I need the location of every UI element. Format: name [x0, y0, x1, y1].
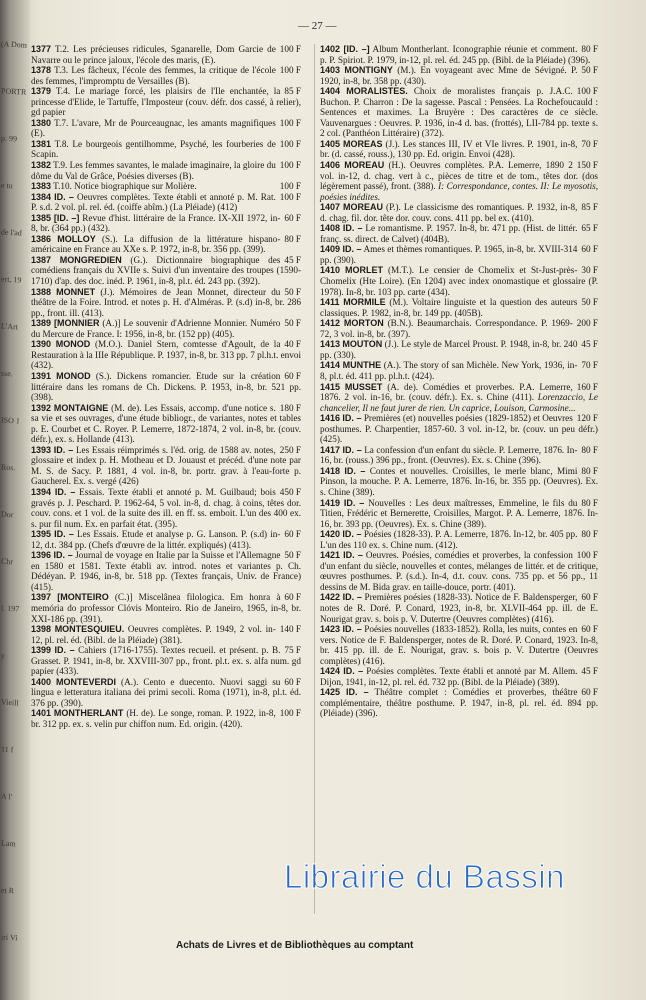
- entry-number: 1391: [31, 370, 52, 381]
- entry-author: MONNET: [56, 286, 96, 297]
- entry-price: 60 F: [284, 676, 301, 687]
- catalog-entry: [320, 666, 598, 687]
- catalog-entry: [31, 677, 301, 709]
- entry-price: 60 F: [284, 529, 301, 540]
- entry-contents: Lorenzaccio, Le chancelier, Il ne faut jurer de rien. Un caprice, Louison, Carmosine...: [320, 392, 598, 413]
- catalog-entry: [320, 339, 598, 360]
- catalog-entry: [31, 192, 301, 213]
- entry-description: (A.)] Le souvenir d'Adrienne Monnier. Numéro du Mercure de France. I: 1956, in-8, br. (152 pp) (405).: [31, 318, 281, 339]
- entry-author: [MONNIER: [53, 318, 100, 329]
- entry-price: 85 F: [284, 86, 301, 97]
- entry-description: (C.)] Miscelânea filologica. Em honra à memória do professor Clóvis Monteiro. Rio de Janeiro, 1965, in-8, br. XXI-186 pp. (391).: [31, 592, 301, 624]
- entry-price: 100 F: [279, 160, 301, 171]
- entry-price: 140 F: [279, 624, 301, 635]
- gutter-text-fragment: l. 197: [0, 603, 20, 614]
- entry-description: (M.). Voltaire linguiste et la question des auteurs classiques. P. 1982, in-8, br. 149 pp. (405B).: [320, 297, 578, 318]
- entry-author: MOREAU: [343, 202, 384, 213]
- entry-number: 1380: [31, 117, 52, 128]
- entry-author: [ID. –]: [343, 44, 370, 54]
- entry-description: (A.). The story of san Michèle. New York, 1936, in-8, pl.t. éd. 411 pp. pl.h.t. (424).: [320, 360, 578, 381]
- entry-number: 1402: [320, 44, 341, 54]
- entry-description: Poésies (1828-33). P. A. Lemerre, 1876. In-12, br. 405 pp. L'un des 110 ex. s. Chine num. (412).: [320, 529, 578, 550]
- entry-author: ID. –: [344, 465, 366, 476]
- entry-price: 100 F: [279, 191, 301, 202]
- entry-price: 50 F: [284, 318, 301, 329]
- entry-price: 60 F: [581, 244, 598, 255]
- entry-author: ID. –: [346, 687, 369, 698]
- catalog-entry: [31, 645, 301, 677]
- entry-author: MONTHERLANT: [53, 708, 124, 719]
- entry-price: 100 F: [279, 65, 301, 76]
- entry-description: (P.). Le classicisme des romantiques. P. 1932, in-8, d. chag. fil. dor. tête dor. couv. cons. 411 pp. bel ex. (410).: [320, 202, 578, 223]
- entry-description: Essais. Texte établi et annoté p. M. Guilbaud; bois gravés p. J. Peschard. P. 1962-64, 5 vol. in-8, d. chag. à coins, têtes dor. couv. cons. et 1 vol. de la suite des ill. en ff. ss. emboit. L'un des 400 ex. s. pur fil num. Ex. en parfait état. (395).: [31, 486, 301, 529]
- catalog-entry: [320, 466, 598, 498]
- catalog-entry: [31, 529, 301, 550]
- entry-description: (J.). Mémoires de Jean Monnet, directeur du théâtre de la Foire. Introd. et notes p. H. d'Alméras. P. (s.d) in-8, br. 286 pp., front. ill. (413).: [31, 286, 301, 318]
- entry-price: 70 F: [581, 138, 598, 149]
- entry-description: T.9. Les femmes savantes, le malade imaginaire, la gloire du dôme du Val de Grâce, Poésies diverses (B).: [31, 160, 276, 181]
- entry-author: MONTEVERDI: [56, 676, 117, 687]
- entry-description: (H. de). Le songe, roman. P. 1922, in-8, br. 312 pp. ex. s. velin pur chiffon num. Ed. origin. (420).: [31, 708, 276, 729]
- entry-price: 200 F: [576, 318, 598, 329]
- gutter-text-fragment: L'Art: [0, 321, 19, 332]
- catalog-entry: [320, 445, 598, 466]
- entry-description: Théâtre complet : Comédies et proverbes, théâtre complémentaire, théâtre posthume. P. 1947, in-8, pl. rel. éd. 894 pp. (Pléiade) (396).: [320, 687, 598, 719]
- gutter-text-fragment: ert, 19: [0, 274, 22, 285]
- entry-price: 60 F: [581, 624, 598, 635]
- entry-description: Oeuvres complètes. Texte établi et annoté p. M. Rat. P. s.d. 2 vol. pl. rel. éd. (coiffe abîm.) (La Pléiade) (412): [31, 191, 276, 213]
- entry-author: [ID. –]: [53, 212, 80, 223]
- entry-description: Journal de voyage en Italie par la Suisse et l'Allemagne en 1580 et 1581. Texte établi av. introd. notes et variantes p. Ch. Dédéyan. P. 1946, in-8, br. 518 pp. (Textes français, Univ. de France) (415).: [31, 550, 301, 592]
- entry-author: ID. –: [342, 592, 362, 603]
- entry-description: Poésies complètes. Texte établi et annoté par M. Allem. Dijon, 1941, in-12, pl. rel. éd. 732 pp. (Bibl. de la Pléiade) (389).: [320, 666, 578, 687]
- entry-description: (M. de). Les Essais, accomp. d'une notice s. sa vie et ses ouvrages, d'une étude bibliogr., de variantes, notes et tables p. E. Courbet et C. Royer. P. Lemerre, 1872-1874, 2 vol. in-8, br. (couv. défr.), ex. s. Hollande (413).: [31, 402, 301, 445]
- entry-description: Premières (et) nouvelles poésies (1829-1852) et Oeuvres posthumes. P. Charpentier, 1857-60. 3 vol. in-12, br. (couv. un peu défr.) (425).: [320, 413, 598, 445]
- entry-price: 65 F: [581, 223, 598, 234]
- gutter-text-fragment: de l'ad: [0, 227, 22, 238]
- entry-description: Oeuvres. Poésies, comédies et proverbes, la confession d'un enfant du siècle, nouvelles et contes, mélanges de littér. et de critique, œuvres posthumes. P. (s.d.). In-4, d.t. couv. cons. 735 pp. et 56 pp., 11 dessins de M. Bida grav. en taille-douce, portr. (401).: [320, 550, 598, 592]
- catalog-entry: [31, 118, 301, 139]
- entry-description: Album Montherlant. Iconographie réunie et comment. p. P. Spiriot. P. 1979, in-12, pl. rel. éd. 245 pp. (Bibl. de la Pléiade) (396).: [320, 44, 591, 65]
- catalog-entry: [31, 487, 301, 529]
- page-footer: Achats de Livres et de Bibliothèques au comptant: [176, 940, 414, 951]
- entry-price: 85 F: [581, 202, 598, 213]
- entry-price: 60 F: [284, 370, 301, 381]
- entry-number: 1387: [31, 254, 52, 265]
- entry-author: MOLLOY: [57, 233, 96, 244]
- catalog-entry: [320, 382, 598, 414]
- entry-price: 120 F: [576, 413, 598, 424]
- entry-number: 1382: [31, 160, 52, 171]
- catalog-entry: [31, 624, 301, 645]
- entry-number: 1417: [320, 444, 341, 455]
- entry-number: 1398: [31, 624, 52, 635]
- entry-number: 1390: [31, 339, 52, 350]
- entry-author: ID. –: [342, 624, 362, 635]
- entry-price: 100 F: [279, 708, 301, 719]
- entry-description: Les Essais réimprimés s. l'éd. orig. de 1588 av. notes, glossaire et index p. H. Motheau et D. Jouaust et précéd. d'une note par M. S. de Sacy. P. 1881, 4 vol. in-8, br. portr. grav. à l'eau-forte p. Gaucherel. Ex. s. vergé (426): [31, 444, 301, 487]
- entry-author: MONTIGNY: [344, 65, 393, 76]
- entry-description: La confession d'un enfant du siècle. P. Lemerre, 1876. In-16, br. (rouss.) 396 pp., front. (Oeuvres). Ex. s. Chine (396).: [320, 444, 578, 466]
- entry-price: 100 F: [279, 44, 301, 54]
- watermark: Librairie du Bassin: [284, 858, 565, 895]
- entry-price: 40 F: [284, 339, 301, 350]
- entry-price: 250 F: [279, 444, 301, 455]
- entry-price: 70 F: [581, 360, 598, 371]
- entry-author: ID. –: [342, 444, 362, 455]
- entry-number: 1383: [31, 181, 52, 192]
- catalog-entry: [31, 592, 301, 624]
- gutter-text-fragment: iri Vi: [0, 932, 18, 943]
- catalog-entry: [320, 360, 598, 381]
- entry-number: 1406: [320, 160, 341, 171]
- entry-number: 1378: [31, 65, 52, 76]
- catalog-entry: [320, 139, 598, 160]
- catalog-entry: [320, 160, 598, 202]
- entry-author: MOUTON: [342, 339, 383, 350]
- entry-author: MONOD: [56, 370, 91, 381]
- catalog-entry: [320, 223, 598, 244]
- entry-description: (M.T.). Le censier de Chomelix et St-Just-près-Chomelix (Hte Loire). (En 1204) avec index onomastique et glossaire (P. 1978). In-8, br. 103 pp. carte (434).: [320, 265, 598, 297]
- entry-author: ID. –: [342, 244, 362, 255]
- catalog-entry: [31, 708, 301, 729]
- entry-number: 1395: [31, 529, 52, 540]
- entry-author: ID. –: [53, 550, 73, 561]
- book-gutter: [0, 0, 30, 1000]
- entry-number: 1411: [320, 297, 340, 308]
- entry-number: 1423: [320, 624, 341, 635]
- gutter-text-fragment: e tu: [0, 180, 14, 191]
- catalog-entry: [31, 139, 301, 160]
- entry-author: [MONTEIRO: [57, 592, 109, 603]
- left-column: [31, 44, 301, 730]
- entry-price: 100 F: [279, 117, 301, 128]
- entry-description: T.2. Les précieuses ridicules, Sganarelle, Dom Garcie de Navarre ou le prince jaloux, l'école des maris, (E).: [31, 44, 276, 65]
- entry-number: 1379: [31, 86, 52, 97]
- catalog-entry: [320, 624, 598, 666]
- entry-author: ID. –: [53, 444, 74, 455]
- entry-price: 30 F: [581, 265, 598, 276]
- gutter-text-fragment: PORTR: [0, 86, 27, 97]
- entry-number: 1418: [320, 465, 341, 476]
- catalog-entry: [320, 297, 598, 318]
- catalog-entry: [320, 550, 598, 592]
- entry-price: 80 F: [581, 444, 598, 455]
- gutter-text-fragment: Vieill: [0, 697, 19, 708]
- entry-description: T.10. Notice biographique sur Molière.: [53, 181, 197, 192]
- entry-number: 1416: [320, 413, 341, 424]
- entry-author: MONTESQUIEU.: [54, 624, 125, 635]
- entry-number: 1399: [31, 645, 52, 656]
- entry-number: 1393: [31, 444, 52, 455]
- entry-price: 50 F: [581, 297, 598, 308]
- entry-number: 1381: [31, 138, 52, 149]
- entry-number: 1425: [320, 687, 341, 698]
- entry-description: (M.O.). Daniel Stern, comtesse d'Agoult, de la Restauration à la IIIe République. P. 1937, in-8, br. 313 pp. 7 pl.h.t. envoi (432).: [31, 339, 301, 371]
- entry-price: 50 F: [284, 550, 301, 561]
- entry-price: 60 F: [581, 592, 598, 603]
- catalog-entry: [31, 339, 301, 371]
- entry-price: 150 F: [576, 160, 598, 171]
- entry-price: 80 F: [581, 529, 598, 540]
- entry-description: (A. de). Comédies et proverbes. P.A. Lemerre, 1876. 2 vol. in-16, br. (couv. défr.). Ex. s. Chine (411).: [320, 381, 573, 403]
- catalog-entry: [320, 592, 598, 624]
- entry-description: Premières poésies (1828-33). Notice de F. Baldensperger, notes de R. Doré. P. Conard, 1923, in-8, br. XLVII-464 pp. ill. de E. Nourigat grav. s. bois p. V. Dutertre (Oeuvres complètes) (416).: [320, 592, 598, 624]
- entry-price: 100 F: [576, 86, 598, 97]
- entry-number: 1412: [320, 318, 341, 329]
- entry-author: ID. –: [343, 550, 363, 561]
- entry-author: ID. –: [343, 497, 365, 508]
- entry-author: MUSSET: [344, 381, 383, 392]
- entry-price: 100 F: [279, 138, 301, 149]
- entry-author: ID. –: [342, 413, 362, 424]
- entry-number: 1385: [31, 212, 52, 223]
- catalog-entry: [31, 445, 301, 487]
- entry-price: 50 F: [284, 286, 301, 297]
- entry-author: MORTON: [343, 318, 384, 329]
- entry-price: 160 F: [576, 381, 598, 392]
- entry-price: 100 F: [576, 550, 598, 561]
- catalog-entry: [31, 160, 301, 181]
- entry-number: 1405: [320, 138, 341, 149]
- entry-number: 1386: [31, 233, 52, 244]
- entry-price: 450 F: [279, 486, 301, 497]
- entry-number: 1403: [320, 65, 341, 76]
- entry-author: ID. –: [54, 529, 74, 540]
- catalog-entry: [31, 181, 301, 192]
- entry-description: Choix de moralistes français p. J.A.C. Buchon. P. Charron : De la sagesse. Pascal : Pensées. La Rochefoucauld : Sentences et maximes. La Bruyère : Des caractères de ce siècle. Vauvenargues : Oeuvres. P. 1936, in-4 d. bas. (frottés), LII-784 pp. texte s. 2 col. (Panthéon Littéraire) (372).: [320, 86, 598, 139]
- catalog-entry: [31, 403, 301, 445]
- catalog-entry: [320, 498, 598, 530]
- gutter-text-fragment: 11 f: [0, 744, 14, 755]
- entry-contents: I: Correspondance, contes. II: Le myosotis, poésies inédites.: [320, 181, 599, 202]
- entry-number: 1424: [320, 666, 341, 677]
- entry-number: 1377: [31, 44, 52, 54]
- gutter-text-fragment: y: [0, 650, 6, 661]
- catalog-entry: [320, 687, 598, 719]
- entry-author: ID. –: [342, 223, 363, 234]
- entry-number: 1421: [320, 550, 341, 561]
- catalog-entry: [31, 371, 301, 403]
- entry-number: 1408: [320, 223, 341, 234]
- entry-description: (S.). Dickens romancier. Etude sur la création littéraire dans les romans de Ch. Dickens. P. 1953, in-8, br. 521 pp. (398).: [31, 370, 301, 403]
- entry-author: ID. –: [54, 191, 74, 202]
- entry-number: 1413: [320, 339, 341, 350]
- entry-price: 80 F: [581, 497, 598, 508]
- entry-description: (A.). Cento e duecento. Nuovi saggi su lingua e letteratura italiana dei primi secoli. Roma (1971), in-8, pl.t. éd. 376 pp. (390).: [31, 676, 301, 708]
- entry-price: 60 F: [284, 212, 301, 223]
- entry-number: 1414: [320, 360, 341, 371]
- entry-description: (M.). En voyageant avec Mme de Sévigné. P. 1920, in-8, br. 358 pp. (430).: [320, 65, 578, 86]
- entry-description: T.8. Le bourgeois gentilhomme, Psyché, les fourberies de Scapin.: [31, 138, 276, 160]
- entry-author: ID. –: [54, 645, 75, 656]
- entry-description: (J.). Les stances III, IV et VIe livres. P. 1901, in-8, br. (d. cassé, rouss.), 130 pp. Ed. origin. Envoi (428).: [320, 138, 578, 160]
- entry-number: 1389: [31, 318, 52, 329]
- catalog-entry: [320, 202, 598, 223]
- catalog-entry: [31, 550, 301, 592]
- entry-number: 1419: [320, 497, 341, 508]
- entry-price: 60 F: [284, 592, 301, 603]
- entry-description: (H.). Oeuvres complètes. P.A. Lemerre, 1890 2 vol. in-12, d. chag. vert à c., pièces de titre et de tom., têtes dor. (dos légèrement passé), front. (388).: [320, 160, 598, 192]
- entry-number: 1394: [31, 486, 52, 497]
- catalog-entry: [31, 65, 301, 86]
- entry-author: MOREAU: [344, 160, 385, 171]
- catalog-entry: [320, 44, 598, 65]
- entry-price: 50 F: [581, 65, 598, 76]
- gutter-text-fragment: et R: [0, 885, 15, 896]
- catalog-entry: [320, 265, 598, 297]
- entry-description: (G.). Dictionnaire biographique des comédiens français du XVIIe s. Suivi d'un inventaire des troupes (1590-1710) d'ap. des doc. inéd. P. 1961, in-8, pl.t. éd. 243 pp. (392).: [31, 254, 301, 287]
- gutter-text-fragment: A l': [0, 791, 13, 802]
- catalog-entry: [31, 318, 301, 339]
- entry-description: Le romantisme. P. 1957. In-8, br. 471 pp. (Hist. de littér. franç. ss. direct. de Calvet) (404B).: [320, 223, 578, 244]
- entry-description: (S.). La diffusion de la littérature hispano-américaine en France au XXe s. P. 1972, in-8, br. 356 pp. (399).: [31, 233, 281, 255]
- entry-price: 80 F: [581, 44, 598, 54]
- gutter-text-fragment: Dor: [0, 509, 14, 520]
- entry-number: 1384: [31, 191, 52, 202]
- entry-price: 80 F: [284, 233, 301, 244]
- entry-number: 1388: [31, 286, 52, 297]
- catalog-entry: [320, 65, 598, 86]
- catalog-entry: [31, 234, 301, 255]
- entry-description: Nouvelles : Les deux maîtresses, Emmeline, le fils du Titien, Frédéric et Bernerette, Croisilles, Margot. P. A. Lemerre, 1876. In-16, br. 393 pp. (Oeuvres). Ex. s. Chine (389).: [320, 497, 598, 529]
- entry-number: 1401: [31, 708, 52, 719]
- entry-price: 100 F: [279, 181, 301, 192]
- entry-price: 80 F: [581, 465, 598, 476]
- entry-number: 1407: [320, 202, 341, 213]
- entry-price: 180 F: [279, 402, 301, 413]
- entry-author: MUNTHE: [342, 360, 382, 371]
- catalog-entry: [320, 413, 598, 445]
- entry-number: 1397: [31, 592, 52, 603]
- gutter-text-fragment: sse.: [0, 368, 14, 379]
- catalog-entry: [31, 213, 301, 234]
- gutter-text-fragment: p. 99: [0, 133, 18, 144]
- catalog-entry: [31, 287, 301, 319]
- entry-price: 60 F: [581, 687, 598, 698]
- entry-number: 1392: [31, 402, 52, 413]
- entry-description: T.4. Le mariage forcé, les plaisirs de l'Ile enchantée, la princesse d'Elide, le Tartuffe, l'Imposteur (couv. défr. dos cassé, à relier), gd papier: [31, 86, 301, 118]
- entry-price: 75 F: [284, 645, 301, 656]
- entry-number: 1422: [320, 592, 341, 603]
- entry-author: MONOD: [55, 339, 91, 350]
- entry-author: ID. –: [54, 486, 76, 497]
- entry-description: Cahiers (1716-1755). Textes recueil. et présent. p. B. Grasset. P. 1941, in-8, br. XXVIII-307 pp., front. pl.t. ex. s. alfa num. gd papier (433).: [31, 645, 301, 677]
- catalog-entry: [31, 255, 301, 287]
- entry-price: 45 F: [581, 666, 598, 677]
- entry-author: ID. –: [343, 666, 364, 677]
- gutter-text-fragment: Lam: [0, 838, 16, 849]
- entry-author: MOREAS: [343, 138, 383, 149]
- entry-author: MORLET: [344, 265, 383, 276]
- catalog-entry: [320, 86, 598, 139]
- entry-description: (B.N.). Beaumarchais. Correspondance. P. 1969-72, 3 vol. in-8, br. (397).: [320, 318, 573, 339]
- catalog-entry: [320, 318, 598, 339]
- entry-description: (J.). Le style de Marcel Proust. P. 1948, in-8, br. 240 pp. (330).: [320, 339, 578, 360]
- page-number: — 27 —: [298, 20, 337, 32]
- entry-price: 45 F: [581, 339, 598, 350]
- entry-author: MONGREDIEN: [59, 254, 122, 265]
- entry-price: 45 F: [284, 254, 301, 265]
- entry-description: Contes et nouvelles. Croisilles, le merle blanc, Mimi Pinson, la mouche. P. A. Lemerre, 1876. In-16, br. 355 pp. (Oeuvres). Ex. s. Chine (389).: [320, 465, 598, 497]
- entry-number: 1404: [320, 86, 341, 97]
- catalog-entry: [31, 86, 301, 118]
- entry-author: MORALISTES.: [346, 86, 408, 97]
- entry-number: 1400: [31, 676, 52, 687]
- entry-number: 1415: [320, 381, 341, 392]
- column-divider: [314, 44, 315, 914]
- gutter-text-fragment: (A Dom: [0, 39, 28, 50]
- catalog-entry: [320, 529, 598, 550]
- entry-number: 1420: [320, 529, 341, 540]
- gutter-text-fragment: Chr: [0, 556, 14, 567]
- entry-description: Revue d'hist. littéraire de la France. IX-XII 1972, in-8, br. (364 pp.) (432).: [31, 212, 281, 234]
- entry-number: 1409: [320, 244, 341, 255]
- right-column: [320, 44, 598, 719]
- gutter-text-fragment: ISO 1: [0, 415, 21, 426]
- entry-author: ID. –: [342, 529, 362, 540]
- entry-author: MONTAIGNE: [53, 402, 109, 413]
- gutter-text-fragment: Ros.: [0, 462, 16, 473]
- entry-description: Poésies nouvelles (1833-1852). Rolla, les nuits, contes en vers. Notice de F. Baldensperger, notes de R. Doré. P. Conard, 1923. In-8, br. 415 pp. ill. de E. Nourigat, grav. s. bois p. V. Dutertre (Oeuvres complètes) (416).: [320, 624, 598, 666]
- entry-description: Ames et thèmes romantiques. P. 1965, in-8, br. XVIII-314 pp. (390).: [320, 244, 578, 265]
- entry-description: Les Essais. Etude et analyse p. G. Lanson. P. (s.d) in-12, d.t. 384 pp. (Chefs d'œuvre de la littér. expliqués) (413).: [31, 529, 281, 550]
- entry-number: 1410: [320, 265, 341, 276]
- entry-description: T.3. Les fâcheux, l'école des femmes, la critique de l'école des femmes, l'impromptu de Versailles (B).: [31, 65, 276, 86]
- catalog-entry: [31, 44, 301, 65]
- entry-description: T.7. L'avare, Mr de Pourceaugnac, les amants magnifiques (E).: [31, 117, 276, 139]
- entry-number: 1396: [31, 550, 52, 561]
- catalog-entry: [320, 244, 598, 265]
- entry-description: Oeuvres complètes. P. 1949, 2 vol. in-12, pl. rel. éd. (Bibl. de la Pléiade) (381).: [31, 624, 276, 645]
- entry-author: MORMILE: [343, 297, 386, 308]
